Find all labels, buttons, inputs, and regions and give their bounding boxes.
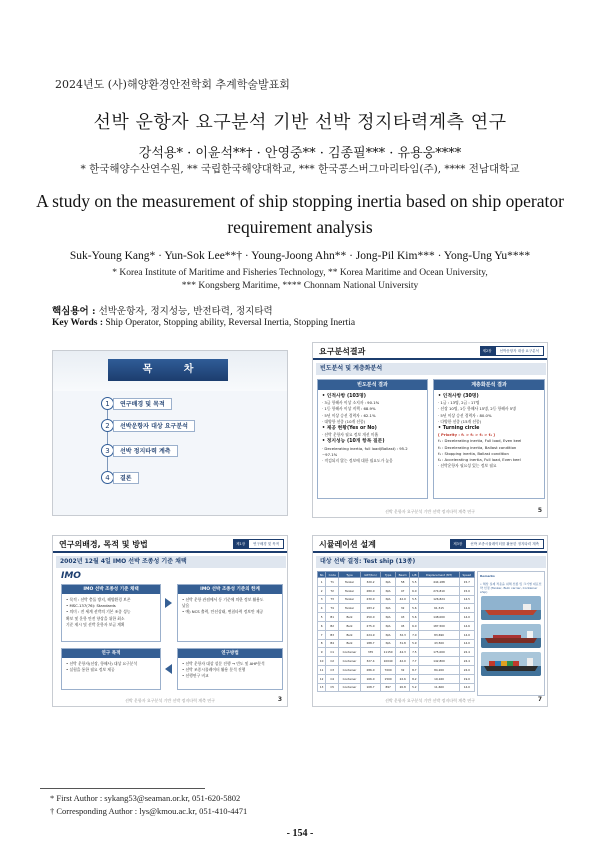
chapter-name: 선박 조종시뮬레이터를 활용한 정지타력 계측 — [465, 539, 544, 549]
chapter-number: 제1장 — [233, 539, 248, 549]
chapter-tag — [450, 539, 544, 549]
table-cell: 274,810 — [419, 586, 459, 595]
bullet-line: ~97.1% — [322, 451, 338, 457]
table-cell: Tanker — [339, 578, 361, 587]
column-header: 계층화분석 결과 — [434, 380, 544, 390]
keywords-kr-label: 핵심용어 : — [52, 306, 96, 317]
bullet-line: • 제공 현황(Yes or No) — [322, 426, 377, 432]
table-row — [318, 665, 475, 674]
footnote-divider — [40, 788, 205, 789]
table-cell: 897 — [381, 683, 396, 692]
frequency-analysis-column — [317, 379, 428, 499]
table-cell: 15.0 — [459, 586, 474, 595]
table-row — [318, 621, 475, 630]
bullet-line: · 5년 이상 승선 경력자 : 80.0% — [438, 412, 492, 418]
bullet-line: 기준 제시 및 선박 운항자 보급 계획 — [66, 621, 125, 627]
column-header: Speed — [459, 572, 474, 578]
page-number: - 154 - — [286, 828, 314, 839]
slide-header — [53, 536, 287, 553]
table-cell: 183.2 — [360, 604, 380, 613]
table-cell: 1 — [318, 578, 326, 587]
bullet-line: • 인적사항 (103명) — [322, 394, 366, 399]
column-header: L/B — [410, 572, 419, 578]
table-cell: 84,200 — [419, 665, 459, 674]
authors-korean: 강석용* · 이윤석**† · 안영중** · 김종필*** · 유용웅**** — [138, 146, 462, 161]
table-cell: T3 — [326, 595, 339, 604]
table-cell: 32.3 — [396, 630, 410, 639]
table-cell: Tanker — [339, 595, 361, 604]
table-cell: 13 — [318, 683, 326, 692]
title-en-line-2: requirement analysis — [227, 217, 373, 237]
table-cell: 8.2 — [410, 674, 419, 683]
bullet-line: · 선박운항자 필요성 있는 정보 필요 — [438, 463, 497, 469]
table-cell: 230.0 — [360, 595, 380, 604]
table-cell: 444,188 — [419, 578, 459, 587]
table-cell: T2 — [326, 586, 339, 595]
table-cell: 250.0 — [360, 613, 380, 622]
arrow-right-icon — [165, 598, 172, 608]
table-cell: 43,500 — [419, 639, 459, 648]
affiliations-english-1: * Korea Institute of Maritime and Fisheries Technology, ** Korea Maritime and Ocean University, — [112, 268, 488, 278]
table-cell: 7.5 — [410, 648, 419, 657]
bullet-line: · 1급 : 13명, 2급 : 17명 — [438, 400, 480, 406]
chapter-number: 제2장 — [480, 346, 495, 356]
table-cell: 142,800 — [419, 657, 459, 666]
paper-title-english — [20, 188, 580, 240]
table-row — [318, 595, 475, 604]
table-cell: 24.0 — [459, 665, 474, 674]
table-cell: 10040 — [381, 657, 396, 666]
authors-english: Suk-Young Kang* · Yun-Sok Lee**† · Young-Joong Ahn** · Jong-Pil Kim*** · Yong-Ung Yu**** — [69, 250, 531, 262]
table-cell: B2 — [326, 621, 339, 630]
table-cell: B3 — [326, 630, 339, 639]
table-cell: 9 — [318, 648, 326, 657]
conference-name: 2024년도 (사)해양환경안전학회 추계학술발표회 — [55, 78, 290, 91]
keywords-en-text: Ship Operator, Stopping ability, Reversal Inertia, Stopping Inertia — [105, 318, 356, 328]
table-cell: 320.2 — [360, 578, 380, 587]
column-header: Code — [326, 572, 339, 578]
table-cell: 5.9 — [410, 639, 419, 648]
toc-label: 연구배경 및 목적 — [113, 398, 172, 410]
slide-subtitle: 2002년 12월 4일 IMO 선박 조종성 기준 채택 — [56, 556, 286, 568]
table-cell: 327.4 — [360, 657, 380, 666]
chapter-tag — [233, 539, 284, 549]
table-cell: C4 — [326, 674, 339, 683]
chapter-name: 선박운항자 대상 요구분석 — [495, 346, 544, 356]
table-cell: Bulk — [339, 613, 361, 622]
table-cell: B1 — [326, 613, 339, 622]
table-cell: 20.8 — [396, 683, 410, 692]
table-cell: 7 — [318, 630, 326, 639]
table-cell: T4 — [326, 604, 339, 613]
slide-header — [313, 536, 547, 553]
affiliations-korean: * 한국해양수산연수원, ** 국립한국해양대학교, *** 한국콩스버그마리타임(주), **** 전남대학교 — [80, 163, 520, 175]
table-cell: 19.0 — [459, 674, 474, 683]
table-cell: 175,000 — [419, 648, 459, 657]
table-cell: B4 — [326, 639, 339, 648]
slide-subtitle: 빈도분석 및 계층화분석 — [316, 363, 546, 375]
table-cell: 224.9 — [360, 630, 380, 639]
bullet-line: f₁ : Decelerating inertia, Full load, Even keel — [438, 438, 522, 444]
table-cell: T1 — [326, 578, 339, 587]
slide-requirement-analysis — [312, 342, 548, 518]
slide-footer: 선박 운항자 요구분석 기반 선박 정지타력 계측 연구 — [384, 698, 476, 703]
bullet-line: f₂ : Decelerating inertia, Ballast condition — [438, 444, 517, 450]
table-cell: N/A — [381, 639, 396, 648]
table-cell: 31.8 — [396, 639, 410, 648]
remarks-label: Remarks — [480, 574, 495, 578]
table-cell: 11,600 — [419, 683, 459, 692]
table-cell: 7.7 — [410, 657, 419, 666]
bullet-line: • 인적사항 (30명) — [438, 394, 479, 399]
affiliations-english-2: *** Kongsberg Maritime, **** Chonnam National University — [181, 281, 419, 291]
bullet-line: • 실험을 통한 필요 정보 제공 — [66, 667, 115, 673]
imo-logo: IMO — [61, 571, 81, 581]
slide-page-number: 3 — [277, 696, 282, 703]
table-cell: 22.4 — [459, 648, 474, 657]
table-cell: 7000 — [381, 665, 396, 674]
table-cell: Tanker — [339, 586, 361, 595]
bullet-line: f₄ : Accelerating inertia, Full load, Even keel — [438, 457, 521, 463]
slide-title: 시뮬레이션 설계 — [319, 540, 376, 549]
bulk-ship-image — [481, 624, 541, 648]
toc-label: 선박운항자 대상 요구분석 — [113, 420, 195, 432]
toc-number: 3 — [101, 444, 114, 457]
bullet-line: • 의미 : 전 세계 선박의 기본 조종 성능 — [66, 609, 131, 615]
table-cell: Container — [339, 648, 361, 657]
table-cell: N/A — [381, 621, 396, 630]
slide-header — [313, 343, 547, 360]
table-cell: 14.6 — [459, 604, 474, 613]
bullet-line: • 선박 운항 관점에서 동 기준에 의한 정보 활용도 — [182, 597, 264, 602]
table-cell: 14.5 — [459, 595, 474, 604]
column-header: 빈도분석 결과 — [318, 380, 427, 390]
table-cell: 5.5 — [410, 595, 419, 604]
slide-page-number: 5 — [537, 507, 542, 514]
table-cell: 15.7 — [459, 578, 474, 587]
table-cell: 83,690 — [419, 630, 459, 639]
bullet-line: • 선박 조종시뮬레이터 활용 분석 진행 — [182, 667, 246, 673]
table-cell: N/A — [381, 604, 396, 613]
column-header: GRT(ton) — [360, 572, 380, 578]
column-header: Type — [339, 572, 361, 578]
bullet-line: · 적검되지 않는 정보에 대한 필요도가 높음 — [322, 458, 393, 464]
table-cell: 8.7 — [410, 665, 419, 674]
table-cell: Container — [339, 665, 361, 674]
table-row — [318, 674, 475, 683]
table-row — [318, 683, 475, 692]
table-cell: 58 — [396, 578, 410, 587]
table-row — [318, 586, 475, 595]
table-row — [318, 630, 475, 639]
column-body — [434, 390, 544, 472]
table-cell: Container — [339, 657, 361, 666]
table-cell: 148,000 — [419, 613, 459, 622]
bullet-line: • 예) NCS 출력, 안선상태, 변침타력 정보만 제공 — [182, 609, 264, 615]
bullet-line: · 5년 이상 승선 경력자 : 62.1% — [322, 412, 376, 418]
paper-title-korean: 선박 운항자 요구분석 기반 선박 정지타력계측 연구 — [93, 112, 507, 133]
title-en-line-1: A study on the measurement of ship stopping inertia based on ship operator — [36, 191, 564, 211]
table-cell: 32 — [396, 604, 410, 613]
research-method-box — [177, 648, 283, 690]
table-cell: 126,824 — [419, 595, 459, 604]
test-ship-table — [317, 571, 475, 692]
table-cell: 166.0 — [360, 674, 380, 683]
keywords-korean — [52, 303, 273, 317]
chapter-number: 제3장 — [450, 539, 465, 549]
table-row — [318, 604, 475, 613]
slide-subtitle: 대상 선박 결정: Test ship (13종) — [316, 556, 546, 568]
toc-number: 2 — [101, 419, 114, 432]
box-header: 연구 목적 — [62, 649, 160, 658]
table-cell: 42.0 — [396, 595, 410, 604]
slide-footer: 선박 운항자 요구분석 기반 선박 정지타력 계측 연구 — [384, 509, 476, 514]
bullet-line: [ Priority : f₁ > f₂ > f₃ > f₄ ] — [438, 432, 496, 438]
table-cell: 11150 — [381, 648, 396, 657]
slide-page-number: 7 — [537, 696, 542, 703]
box-body — [62, 658, 160, 676]
box-header: IMO 선박 조종성 기준 채택 — [62, 585, 160, 594]
table-cell: 8 — [318, 639, 326, 648]
slide-title: 연구의배경, 목적 및 방법 — [59, 540, 148, 549]
bullet-line: • MSC.137(76): Standards — [66, 603, 116, 609]
bullet-line: · 다양한 선종 (15개 선종) — [438, 418, 482, 424]
slide-title: 요구분석결과 — [319, 347, 366, 356]
bullet-line: • 목적 : 선박 충돌 방지, 해양환경 보존 — [66, 597, 131, 602]
table-cell: 6.0 — [410, 586, 419, 595]
table-cell: C2 — [326, 657, 339, 666]
box-body — [178, 658, 282, 683]
table-cell: 10 — [318, 657, 326, 666]
box-body — [62, 594, 160, 631]
table-cell: 14.0 — [459, 683, 474, 692]
table-cell: 275.0 — [360, 621, 380, 630]
table-cell: Container — [339, 674, 361, 683]
column-header: No — [318, 572, 326, 578]
table-cell: 187,500 — [419, 621, 459, 630]
footnote-first-author: * First Author : sykang53@seaman.or.kr, 051-620-5802 — [50, 793, 241, 803]
column-header: Displacement (MT) — [419, 572, 459, 578]
bullet-line: 확보 및 운항 안전 향상을 위한 최소 — [66, 615, 125, 621]
table-cell: 5 — [318, 613, 326, 622]
table-cell: 11 — [318, 665, 326, 674]
table-cell: 32 — [396, 665, 410, 674]
table-cell: 42.0 — [396, 657, 410, 666]
keywords-english — [52, 318, 355, 328]
column-body — [318, 390, 427, 467]
table-cell: 286.0 — [360, 665, 380, 674]
slide-table-of-contents — [52, 350, 288, 516]
bullet-line: · Decelerating inertia, full load(Ballast) : 95.2 — [322, 445, 408, 451]
arrow-left-icon — [165, 664, 172, 674]
box-body — [178, 594, 282, 619]
table-cell: 19,160 — [419, 674, 459, 683]
ahp-analysis-column — [433, 379, 545, 499]
table-cell: 335 — [360, 648, 380, 657]
column-header: Beam — [396, 572, 410, 578]
table-cell: N/A — [381, 578, 396, 587]
column-header: Type — [381, 572, 396, 578]
bullet-line: 낮음 — [182, 603, 190, 609]
table-row — [318, 657, 475, 666]
chapter-name: 연구배경 및 목적 — [248, 539, 284, 549]
imo-standard-box — [61, 584, 161, 642]
table-cell: C5 — [326, 683, 339, 692]
bullet-line: f₃ : Stopping inertia, Ballast condition — [438, 450, 509, 456]
slide-footer: 선박 운항자 요구분석 기반 선박 정지타력 계측 연구 — [124, 698, 216, 703]
toc-number: 4 — [101, 471, 114, 484]
table-row — [318, 578, 475, 587]
table-cell: N/A — [381, 630, 396, 639]
keywords-en-label: Key Words : — [52, 318, 104, 328]
toc-number: 1 — [101, 397, 114, 410]
table-cell: 14.0 — [459, 639, 474, 648]
bullet-line: • 정지성능 (10개 항목 질문) — [322, 439, 385, 445]
table-cell: Bulk — [339, 630, 361, 639]
table-cell: 6.0 — [410, 621, 419, 630]
table-row — [318, 648, 475, 657]
table-cell: 188.7 — [360, 639, 380, 648]
table-cell: 2 — [318, 586, 326, 595]
table-cell: 5.2 — [410, 683, 419, 692]
keywords-kr-text: 선박운항자, 정지성능, 반전타력, 정지타력 — [98, 306, 273, 317]
table-body — [318, 578, 475, 692]
table-cell: 14.0 — [459, 613, 474, 622]
chapter-tag — [480, 346, 544, 356]
container-ship-image — [481, 652, 541, 676]
table-cell: C3 — [326, 665, 339, 674]
table-cell: 280.0 — [360, 586, 380, 595]
toc-label: 결론 — [113, 472, 139, 484]
table-cell: 44.3 — [396, 648, 410, 657]
bullet-line: • 선박 운항자 대상 설문 진행 → 빈도 및 AHP분석 — [182, 661, 265, 666]
bullet-line: · 선박 운항자 필요 정보 개선 미흡 — [322, 432, 379, 438]
table-cell: N/A — [381, 586, 396, 595]
table-cell: N/A — [381, 613, 396, 622]
table-cell: 108.7 — [360, 683, 380, 692]
table-cell: 47 — [396, 586, 410, 595]
table-cell: 45 — [396, 621, 410, 630]
table-cell: 5.5 — [410, 578, 419, 587]
table-cell: N/A — [381, 595, 396, 604]
imo-limitation-box — [177, 584, 283, 642]
bullet-line: · 1등 항해사 이상 직책 : 68.9% — [322, 406, 376, 412]
table-cell: 61,515 — [419, 604, 459, 613]
bullet-line: • Turning circle — [438, 426, 480, 432]
table-cell: 24.4 — [459, 657, 474, 666]
table-cell: 7.0 — [410, 630, 419, 639]
slide-background — [52, 535, 288, 707]
table-cell: 43 — [396, 613, 410, 622]
bullet-line: • 선박 운항자(선장, 항해사) 대상 요구분석 — [66, 661, 138, 666]
bullet-line: · 선장 10명, 1등 항해사 15명, 2등 항해사 5명 — [438, 406, 516, 412]
table-row — [318, 613, 475, 622]
table-cell: 1500 — [381, 674, 396, 683]
bullet-line: · 3급 항해사 이상 소지자 : 90.1% — [322, 400, 380, 406]
table-cell: Tanker — [339, 604, 361, 613]
bullet-line: • 선행연구 비교 — [182, 673, 209, 679]
table-cell: C1 — [326, 648, 339, 657]
bullet-line: · 대양항 선종 (10개 선종) — [322, 418, 366, 424]
table-cell: 5.6 — [410, 604, 419, 613]
table-cell: 14.6 — [459, 621, 474, 630]
footnote-corresponding-author: † Corresponding Author : lys@kmou.ac.kr, 051-410-4471 — [50, 806, 248, 816]
table-cell: 5.6 — [410, 613, 419, 622]
remarks-text: • 해상 실제 적용을 위해 선종 및 크기별 대표선박 선정 (Tanker, Bulk carrier, Container ship) — [480, 582, 542, 594]
box-header: 연구방법 — [178, 649, 282, 658]
box-header: IMO 선박 조종성 기준의 한계 — [178, 585, 282, 594]
table-cell: 4 — [318, 604, 326, 613]
table-cell: 14.0 — [459, 630, 474, 639]
tanker-ship-image — [481, 596, 541, 620]
toc-label: 선박 정지타력 계측 — [113, 445, 178, 457]
table-cell: 6 — [318, 621, 326, 630]
table-cell: 22.6 — [396, 674, 410, 683]
table-cell: Bulk — [339, 639, 361, 648]
table-row — [318, 639, 475, 648]
table-cell: Container — [339, 683, 361, 692]
table-cell: 3 — [318, 595, 326, 604]
toc-title: 목 차 — [108, 359, 228, 381]
table-cell: 12 — [318, 674, 326, 683]
research-purpose-box — [61, 648, 161, 690]
table-cell: Bulk — [339, 621, 361, 630]
slide-simulation-design — [312, 535, 548, 707]
